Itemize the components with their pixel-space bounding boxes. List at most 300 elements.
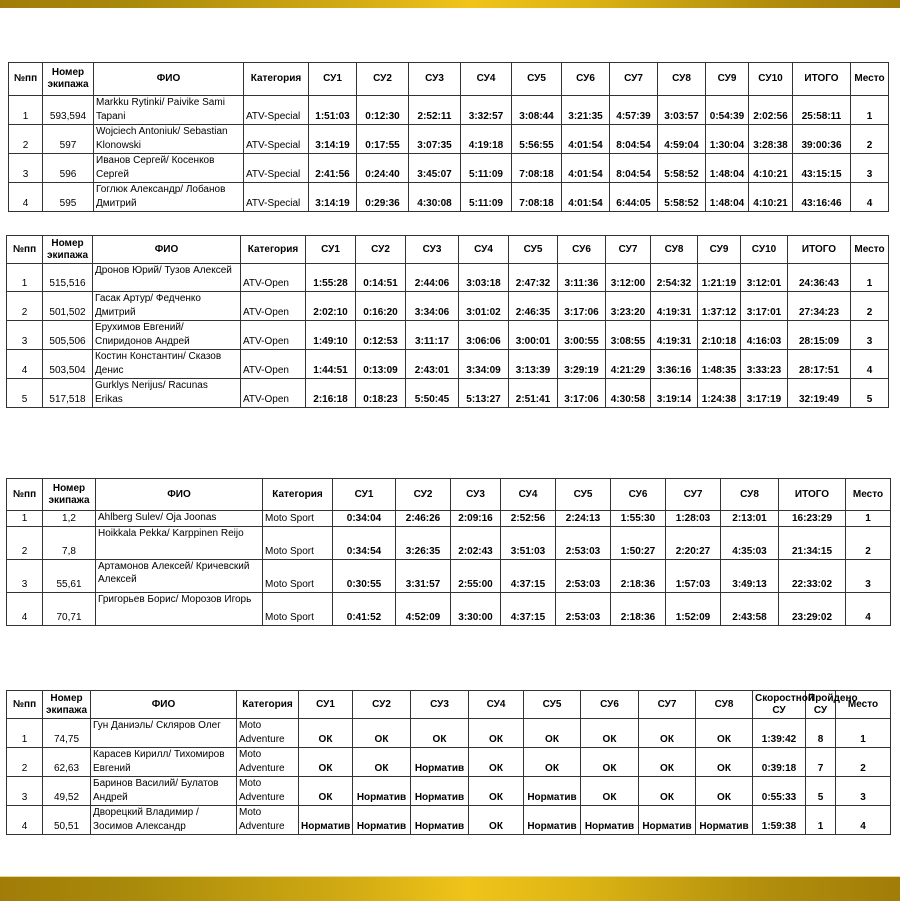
column-header: СУ5	[512, 63, 562, 96]
crew-names-cell: Ahlberg Sulev/ Oja Joonas	[96, 511, 263, 527]
position-cell: 5	[7, 379, 43, 408]
category-cell: Moto Sport	[263, 511, 333, 527]
stage-result-cell: 0:14:51	[356, 264, 406, 292]
crew-number-cell: 517,518	[43, 379, 93, 408]
crew-number-cell: 597	[43, 125, 94, 154]
stage-result-cell: 3:08:55	[606, 321, 651, 350]
column-header: Номер экипажа	[43, 63, 94, 96]
crew-names-cell: Карасев Кирилл/ Тихомиров Евгений	[91, 748, 237, 777]
stage-result-cell: ОК	[524, 748, 581, 777]
crew-names-cell: Артамонов Алексей/ Кричевский Алексей	[96, 559, 263, 592]
column-header: СУ8	[658, 63, 706, 96]
crew-names-cell: Ерухимов Евгений/ Спиридонов Андрей	[93, 321, 241, 350]
table-row	[7, 592, 891, 625]
table-row	[7, 526, 891, 559]
stage-result-cell: Норматив	[639, 806, 696, 835]
place-cell: 2	[851, 125, 889, 154]
category-cell: ATV-Open	[241, 379, 306, 408]
stage-result-cell: 3:29:19	[558, 350, 606, 379]
column-header: СУ2	[396, 479, 451, 511]
column-header: Место	[846, 479, 891, 511]
stage-result-cell: ОК	[581, 748, 639, 777]
category-cell: Moto Sport	[263, 526, 333, 559]
column-header: Скоростной СУ	[753, 691, 806, 719]
table-row	[7, 350, 889, 379]
place-cell: 3	[836, 777, 891, 806]
column-header: СУ3	[411, 691, 469, 719]
column-header: СУ8	[721, 479, 779, 511]
stage-result-cell: 3:17:06	[558, 292, 606, 321]
stage-result-cell: 0:16:20	[356, 292, 406, 321]
stage-result-cell: 1:55:30	[611, 511, 666, 527]
crew-names-cell: Гасак Артур/ Федченко Дмитрий	[93, 292, 241, 321]
position-cell: 1	[7, 511, 43, 527]
stage-result-cell: ОК	[353, 748, 411, 777]
category-cell: ATV-Open	[241, 350, 306, 379]
stage-result-cell: 7:08:18	[512, 183, 562, 212]
stage-result-cell: 6:44:05	[610, 183, 658, 212]
place-cell: 4	[846, 592, 891, 625]
stage-result-cell: 3:45:07	[409, 154, 461, 183]
stage-result-cell: 2:55:00	[451, 559, 501, 592]
column-header: Место	[851, 236, 889, 264]
place-cell: 5	[851, 379, 889, 408]
stage-result-cell: 3:23:20	[606, 292, 651, 321]
category-cell: Moto Adventure	[237, 806, 299, 835]
stage-result-cell: 5:13:27	[459, 379, 509, 408]
stage-result-cell: 1:52:09	[666, 592, 721, 625]
stage-result-cell: 8:04:54	[610, 125, 658, 154]
column-header: Место	[836, 691, 891, 719]
position-cell: 4	[7, 350, 43, 379]
stage-result-cell: 4:19:31	[651, 321, 698, 350]
stage-result-cell: 3:51:03	[501, 526, 556, 559]
stage-result-cell: 5:56:55	[512, 125, 562, 154]
stage-result-cell: 5:58:52	[658, 154, 706, 183]
header-row	[7, 236, 889, 264]
stage-result-cell: 2:10:18	[698, 321, 741, 350]
stage-result-cell: 7	[806, 748, 836, 777]
stage-result-cell: 3:06:06	[459, 321, 509, 350]
stage-result-cell: ОК	[469, 806, 524, 835]
crew-names-cell: Баринов Василий/ Булатов Андрей	[91, 777, 237, 806]
stage-result-cell: 3:30:00	[451, 592, 501, 625]
position-cell: 1	[7, 264, 43, 292]
stage-result-cell: 21:34:15	[779, 526, 846, 559]
column-header: СУ2	[357, 63, 409, 96]
crew-names-cell: Gurklys Nerijus/ Racunas Erikas	[93, 379, 241, 408]
stage-result-cell: 1:57:03	[666, 559, 721, 592]
column-header: Место	[851, 63, 889, 96]
table-row	[7, 748, 891, 777]
stage-result-cell: 3:03:18	[459, 264, 509, 292]
stage-result-cell: 4:19:18	[461, 125, 512, 154]
crew-number-cell: 62,63	[43, 748, 91, 777]
table-row	[7, 719, 891, 748]
place-cell: 1	[851, 96, 889, 125]
column-header: СУ1	[299, 691, 353, 719]
table-row	[9, 183, 889, 212]
stage-result-cell: 3:31:57	[396, 559, 451, 592]
stage-result-cell: 3:32:57	[461, 96, 512, 125]
position-cell: 3	[7, 321, 43, 350]
crew-names-cell: Гун Даниэль/ Скляров Олег	[91, 719, 237, 748]
stage-result-cell: 3:21:35	[562, 96, 610, 125]
crew-names-cell: Костин Константин/ Сказов Денис	[93, 350, 241, 379]
stage-result-cell: 2:52:56	[501, 511, 556, 527]
stage-result-cell: 2:47:32	[509, 264, 558, 292]
stage-result-cell: 8:04:54	[610, 154, 658, 183]
stage-result-cell: 2:51:41	[509, 379, 558, 408]
stage-result-cell: 2:46:35	[509, 292, 558, 321]
category-cell: Moto Sport	[263, 559, 333, 592]
stage-result-cell: 4:30:58	[606, 379, 651, 408]
stage-result-cell: 2:43:01	[406, 350, 459, 379]
crew-number-cell: 70,71	[43, 592, 96, 625]
stage-result-cell: 3:33:23	[741, 350, 788, 379]
column-header: СУ2	[356, 236, 406, 264]
column-header: СУ4	[461, 63, 512, 96]
stage-result-cell: 3:08:44	[512, 96, 562, 125]
stage-result-cell: 32:19:49	[788, 379, 851, 408]
stage-result-cell: 0:34:54	[333, 526, 396, 559]
stage-result-cell: ОК	[299, 719, 353, 748]
stage-result-cell: 0:18:23	[356, 379, 406, 408]
stage-result-cell: 5:11:09	[461, 183, 512, 212]
stage-result-cell: 27:34:23	[788, 292, 851, 321]
category-cell: ATV-Open	[241, 292, 306, 321]
position-cell: 4	[9, 183, 43, 212]
stage-result-cell: 2:18:36	[611, 559, 666, 592]
stage-result-cell: ОК	[469, 748, 524, 777]
stage-result-cell: 4:37:15	[501, 592, 556, 625]
header-row	[7, 479, 891, 511]
column-header: ФИО	[96, 479, 263, 511]
column-header: СУ10	[749, 63, 793, 96]
stage-result-cell: 3:28:38	[749, 125, 793, 154]
stage-result-cell: 0:55:33	[753, 777, 806, 806]
column-header: СУ8	[696, 691, 753, 719]
column-header: Номер экипажа	[43, 236, 93, 264]
column-header: СУ1	[309, 63, 357, 96]
crew-number-cell: 503,504	[43, 350, 93, 379]
column-header: ФИО	[93, 236, 241, 264]
stage-result-cell: 3:26:35	[396, 526, 451, 559]
stage-result-cell: 4:30:08	[409, 183, 461, 212]
crew-names-cell: Григорьев Борис/ Морозов Игорь	[96, 592, 263, 625]
stage-result-cell: ОК	[696, 777, 753, 806]
stage-result-cell: 28:15:09	[788, 321, 851, 350]
results-table-moto-sport	[6, 478, 891, 626]
stage-result-cell: 1:49:10	[306, 321, 356, 350]
column-header: СУ7	[610, 63, 658, 96]
bottom-gold-bar	[0, 876, 900, 901]
column-header: СУ10	[741, 236, 788, 264]
column-header: СУ4	[501, 479, 556, 511]
stage-result-cell: 1:51:03	[309, 96, 357, 125]
stage-result-cell: 22:33:02	[779, 559, 846, 592]
stage-result-cell: 43:16:46	[793, 183, 851, 212]
stage-result-cell: Норматив	[696, 806, 753, 835]
column-header: СУ5	[509, 236, 558, 264]
crew-number-cell: 1,2	[43, 511, 96, 527]
stage-result-cell: 1:21:19	[698, 264, 741, 292]
header-row	[7, 691, 891, 719]
place-cell: 1	[846, 511, 891, 527]
stage-result-cell: 2:13:01	[721, 511, 779, 527]
stage-result-cell: Норматив	[353, 806, 411, 835]
crew-number-cell: 74,75	[43, 719, 91, 748]
stage-result-cell: 24:36:43	[788, 264, 851, 292]
crew-names-cell: Гоглюк Александр/ Лобанов Дмитрий	[94, 183, 244, 212]
table-row	[7, 511, 891, 527]
table-row	[7, 806, 891, 835]
stage-result-cell: Норматив	[353, 777, 411, 806]
column-header: СУ6	[562, 63, 610, 96]
stage-result-cell: ОК	[639, 748, 696, 777]
place-cell: 2	[851, 292, 889, 321]
category-cell: Moto Adventure	[237, 777, 299, 806]
stage-result-cell: 1:48:04	[706, 183, 749, 212]
category-cell: Moto Adventure	[237, 719, 299, 748]
stage-result-cell: 2:43:58	[721, 592, 779, 625]
stage-result-cell: 4:21:29	[606, 350, 651, 379]
category-cell: ATV-Special	[244, 154, 309, 183]
column-header: ИТОГО	[779, 479, 846, 511]
stage-result-cell: 4:16:03	[741, 321, 788, 350]
place-cell: 2	[846, 526, 891, 559]
column-header: №пп	[7, 479, 43, 511]
stage-result-cell: 1:24:38	[698, 379, 741, 408]
stage-result-cell: 3:07:35	[409, 125, 461, 154]
position-cell: 1	[9, 96, 43, 125]
table-row	[7, 321, 889, 350]
stage-result-cell: 1:28:03	[666, 511, 721, 527]
stage-result-cell: 16:23:29	[779, 511, 846, 527]
table-row	[7, 264, 889, 292]
crew-number-cell: 505,506	[43, 321, 93, 350]
header-row	[9, 63, 889, 96]
crew-names-cell: Wojciech Antoniuk/ Sebastian Klonowski	[94, 125, 244, 154]
position-cell: 3	[7, 777, 43, 806]
stage-result-cell: Норматив	[411, 777, 469, 806]
crew-names-cell: Дронов Юрий/ Тузов Алексей	[93, 264, 241, 292]
crew-names-cell: Markku Rytinki/ Paivike Sami Tapani	[94, 96, 244, 125]
stage-result-cell: 8	[806, 719, 836, 748]
stage-result-cell: 2:24:13	[556, 511, 611, 527]
column-header: СУ1	[333, 479, 396, 511]
stage-result-cell: 0:12:53	[356, 321, 406, 350]
stage-result-cell: 5:11:09	[461, 154, 512, 183]
crew-number-cell: 501,502	[43, 292, 93, 321]
stage-result-cell: 43:15:15	[793, 154, 851, 183]
table-row	[9, 96, 889, 125]
stage-result-cell: ОК	[581, 719, 639, 748]
stage-result-cell: 3:19:14	[651, 379, 698, 408]
column-header: СУ3	[409, 63, 461, 96]
category-cell: ATV-Special	[244, 125, 309, 154]
stage-result-cell: ОК	[696, 719, 753, 748]
stage-result-cell: 2:54:32	[651, 264, 698, 292]
stage-result-cell: ОК	[299, 748, 353, 777]
column-header: №пп	[9, 63, 43, 96]
table-row	[7, 292, 889, 321]
place-cell: 4	[851, 183, 889, 212]
stage-result-cell: 25:58:11	[793, 96, 851, 125]
stage-result-cell: 4:59:04	[658, 125, 706, 154]
place-cell: 1	[836, 719, 891, 748]
stage-result-cell: 1:55:28	[306, 264, 356, 292]
stage-result-cell: 3:01:02	[459, 292, 509, 321]
position-cell: 2	[7, 526, 43, 559]
stage-result-cell: Норматив	[411, 748, 469, 777]
stage-result-cell: 0:41:52	[333, 592, 396, 625]
position-cell: 3	[7, 559, 43, 592]
column-header: Категория	[237, 691, 299, 719]
stage-result-cell: 4:52:09	[396, 592, 451, 625]
stage-result-cell: 3:49:13	[721, 559, 779, 592]
position-cell: 2	[7, 292, 43, 321]
column-header: СУ7	[606, 236, 651, 264]
stage-result-cell: 0:13:09	[356, 350, 406, 379]
stage-result-cell: 2:02:43	[451, 526, 501, 559]
stage-result-cell: 3:34:06	[406, 292, 459, 321]
stage-result-cell: 1:59:38	[753, 806, 806, 835]
stage-result-cell: 1:48:35	[698, 350, 741, 379]
stage-result-cell: 5	[806, 777, 836, 806]
stage-result-cell: 3:13:39	[509, 350, 558, 379]
stage-result-cell: 0:12:30	[357, 96, 409, 125]
crew-number-cell: 515,516	[43, 264, 93, 292]
stage-result-cell: ОК	[353, 719, 411, 748]
position-cell: 2	[9, 125, 43, 154]
column-header: СУ3	[451, 479, 501, 511]
column-header: СУ9	[706, 63, 749, 96]
stage-result-cell: Норматив	[581, 806, 639, 835]
place-cell: 3	[851, 154, 889, 183]
place-cell: 3	[846, 559, 891, 592]
stage-result-cell: 0:29:36	[357, 183, 409, 212]
stage-result-cell: 4:19:31	[651, 292, 698, 321]
stage-result-cell: 0:34:04	[333, 511, 396, 527]
category-cell: ATV-Special	[244, 96, 309, 125]
crew-names-cell: Hoikkala Pekka/ Karppinen Reijo	[96, 526, 263, 559]
column-header: СУ3	[406, 236, 459, 264]
stage-result-cell: ОК	[411, 719, 469, 748]
place-cell: 4	[851, 350, 889, 379]
stage-result-cell: 0:39:18	[753, 748, 806, 777]
stage-result-cell: 4:37:15	[501, 559, 556, 592]
column-header: ИТОГО	[788, 236, 851, 264]
stage-result-cell: 2:44:06	[406, 264, 459, 292]
stage-result-cell: ОК	[469, 777, 524, 806]
place-cell: 3	[851, 321, 889, 350]
crew-number-cell: 50,51	[43, 806, 91, 835]
place-cell: 1	[851, 264, 889, 292]
crew-number-cell: 596	[43, 154, 94, 183]
column-header: СУ9	[698, 236, 741, 264]
column-header: №пп	[7, 236, 43, 264]
results-table-atv-open	[6, 235, 889, 408]
stage-result-cell: 3:36:16	[651, 350, 698, 379]
table-row	[9, 125, 889, 154]
stage-result-cell: Норматив	[411, 806, 469, 835]
table-row	[9, 154, 889, 183]
stage-result-cell: 3:14:19	[309, 183, 357, 212]
column-header: СУ1	[306, 236, 356, 264]
stage-result-cell: 39:00:36	[793, 125, 851, 154]
column-header: Пройдено СУ	[806, 691, 836, 719]
stage-result-cell: 4:35:03	[721, 526, 779, 559]
crew-number-cell: 593,594	[43, 96, 94, 125]
stage-result-cell: 2:20:27	[666, 526, 721, 559]
column-header: ИТОГО	[793, 63, 851, 96]
column-header: СУ7	[639, 691, 696, 719]
stage-result-cell: 3:00:55	[558, 321, 606, 350]
stage-result-cell: 2:18:36	[611, 592, 666, 625]
results-table-atv-special	[8, 62, 889, 212]
stage-result-cell: 0:54:39	[706, 96, 749, 125]
column-header: ФИО	[91, 691, 237, 719]
column-header: СУ4	[459, 236, 509, 264]
stage-result-cell: 1:48:04	[706, 154, 749, 183]
stage-result-cell: ОК	[581, 777, 639, 806]
position-cell: 2	[7, 748, 43, 777]
stage-result-cell: ОК	[639, 719, 696, 748]
crew-number-cell: 49,52	[43, 777, 91, 806]
position-cell: 4	[7, 806, 43, 835]
category-cell: ATV-Open	[241, 321, 306, 350]
crew-number-cell: 595	[43, 183, 94, 212]
stage-result-cell: 7:08:18	[512, 154, 562, 183]
top-gold-bar	[0, 0, 900, 8]
stage-result-cell: ОК	[469, 719, 524, 748]
stage-result-cell: 5:58:52	[658, 183, 706, 212]
stage-result-cell: 0:17:55	[357, 125, 409, 154]
column-header: Номер экипажа	[43, 479, 96, 511]
column-header: Категория	[244, 63, 309, 96]
crew-names-cell: Дворецкий Владимир / Зосимов Александр	[91, 806, 237, 835]
column-header: СУ6	[611, 479, 666, 511]
stage-result-cell: Норматив	[524, 806, 581, 835]
stage-result-cell: 2:46:26	[396, 511, 451, 527]
stage-result-cell: 1:44:51	[306, 350, 356, 379]
stage-result-cell: 3:11:17	[406, 321, 459, 350]
stage-result-cell: 4:10:21	[749, 154, 793, 183]
stage-result-cell: 2:02:10	[306, 292, 356, 321]
stage-result-cell: ОК	[524, 719, 581, 748]
stage-result-cell: 4:01:54	[562, 125, 610, 154]
category-cell: ATV-Open	[241, 264, 306, 292]
stage-result-cell: 23:29:02	[779, 592, 846, 625]
stage-result-cell: 1	[806, 806, 836, 835]
stage-result-cell: ОК	[639, 777, 696, 806]
crew-number-cell: 7,8	[43, 526, 96, 559]
stage-result-cell: 2:53:03	[556, 592, 611, 625]
crew-number-cell: 55,61	[43, 559, 96, 592]
column-header: СУ6	[558, 236, 606, 264]
column-header: Категория	[263, 479, 333, 511]
position-cell: 3	[9, 154, 43, 183]
stage-result-cell: 0:30:55	[333, 559, 396, 592]
stage-result-cell: 3:17:06	[558, 379, 606, 408]
column-header: ФИО	[94, 63, 244, 96]
stage-result-cell: 2:16:18	[306, 379, 356, 408]
stage-result-cell: 4:01:54	[562, 154, 610, 183]
table-row	[7, 777, 891, 806]
column-header: СУ5	[556, 479, 611, 511]
stage-result-cell: 3:03:57	[658, 96, 706, 125]
